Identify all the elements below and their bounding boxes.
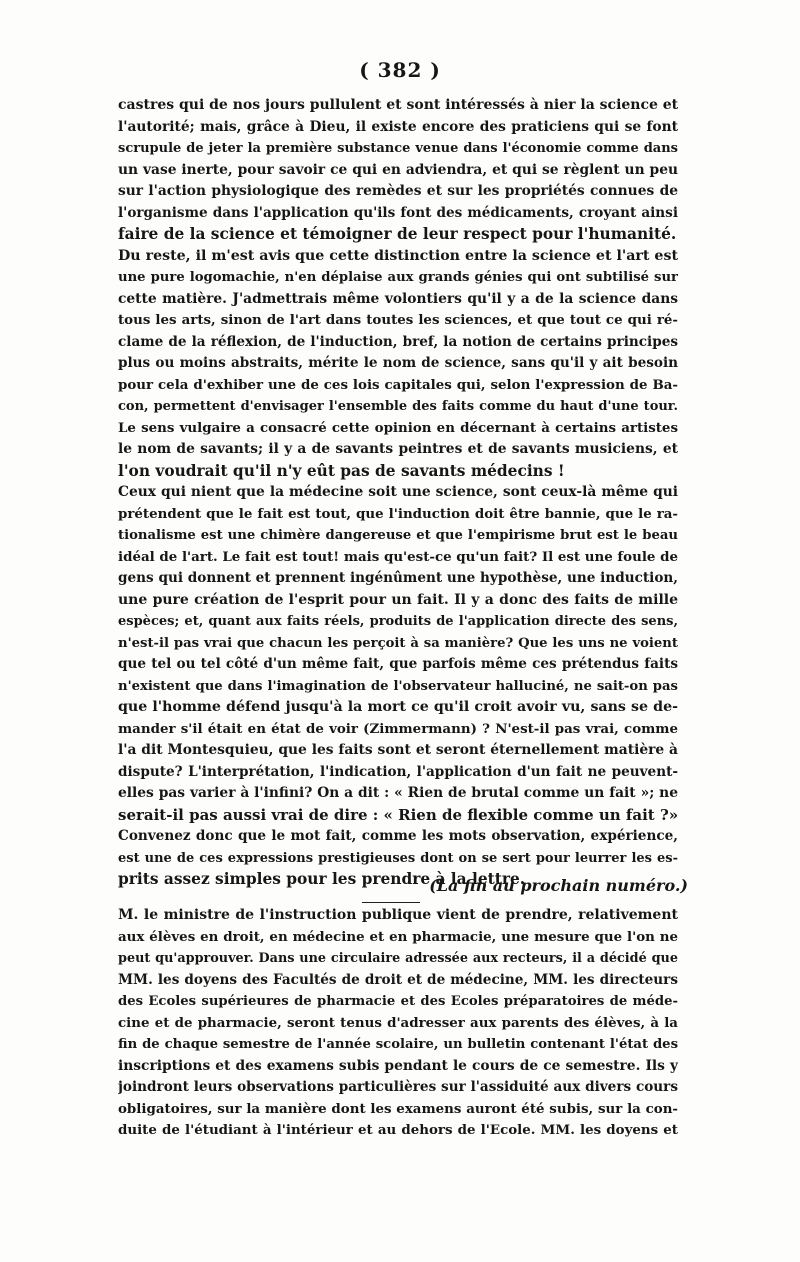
text-line: con, permettent d'envisager l'ensemble des faits comme du haut d'une tour. [118, 399, 678, 414]
text-line: serait-il pas aussi vrai de dire : « Rien de flexible comme un fait ?» [118, 805, 678, 824]
text-line: n'existent que dans l'imagination de l'observateur halluciné, ne sait-on pas [118, 678, 678, 694]
text-line: tionalisme est une chimère dangereuse et que l'empirisme brut est le beau [118, 528, 678, 543]
text-line: Convenez donc que le mot fait, comme les mots observation, expérience, [118, 828, 678, 844]
text-line: une pure logomachie, n'en déplaise aux grands génies qui ont subtilisé sur [118, 270, 678, 285]
text-line: scrupule de jeter la première substance venue dans l'économie comme dans [118, 141, 678, 156]
text-line: tous les arts, sinon de l'art dans toutes les sciences, et que tout ce qui ré- [118, 312, 678, 328]
text-line: l'a dit Montesquieu, que les faits sont et seront éternellement matière à [118, 742, 678, 758]
text-line: castres qui de nos jours pullulent et sont intéressés à nier la science et [118, 97, 678, 113]
text-line: peut qu'approuver. Dans une circulaire adressée aux recteurs, il a décidé que [118, 951, 678, 966]
text-line: que tel ou tel côté d'un même fait, que parfois même ces prétendus faits [118, 656, 678, 672]
text-line: fin de chaque semestre de l'année scolaire, un bulletin contenant l'état des [118, 1037, 678, 1052]
text-line: espèces; et, quant aux faits réels, produits de l'application directe des sens, [118, 614, 678, 629]
text-line: faire de la science et témoigner de leur respect pour l'humanité. [118, 225, 677, 243]
text-line: M. le ministre de l'instruction publique vient de prendre, relativement [118, 907, 678, 923]
news-text [118, 905, 678, 1142]
text-line: aux élèves en droit, en médecine et en pharmacie, une mesure que l'on ne [118, 928, 678, 945]
text-line: elles pas varier à l'infini? On a dit : « Rien de brutal comme un fait »; ne [118, 785, 678, 801]
section-divider [362, 902, 420, 903]
text-line: prétendent que le fait est tout, que l'induction doit être bannie, que le ra- [118, 505, 678, 522]
text-line: le nom de savants; il y a de savants peintres et de savants musiciens, et [118, 441, 678, 457]
text-line: duite de l'étudiant à l'intérieur et au dehors de l'Ecole. MM. les doyens et [118, 1122, 678, 1138]
text-line: plus ou moins abstraits, mérite le nom de science, sans qu'il y ait besoin [118, 355, 678, 371]
text-line: est une de ces expressions prestigieuses dont on se sert pour leurrer les es- [118, 850, 678, 866]
text-line: l'autorité; mais, grâce à Dieu, il existe encore des praticiens qui se font [118, 118, 678, 135]
page-number: ( 382 ) [359, 58, 441, 82]
text-line: MM. les doyens des Facultés de droit et de médecine, MM. les directeurs [118, 971, 678, 988]
text-line: joindront leurs observations particulières sur l'assiduité aux divers cours [118, 1079, 678, 1095]
text-line: un vase inerte, pour savoir ce qui en adviendra, et qui se règlent un peu [118, 161, 678, 178]
text-line: que l'homme défend jusqu'à la mort ce qu'il croit avoir vu, sans se de- [118, 699, 678, 715]
text-line: l'organisme dans l'application qu'ils font des médicaments, croyant ainsi [118, 204, 678, 221]
text-line: des Ecoles supérieures de pharmacie et des Ecoles préparatoires de méde- [118, 994, 678, 1009]
continuation-note: (La fin au prochain numéro.) [429, 876, 688, 895]
text-line: cette matière. J'admettrais même volontiers qu'il y a de la science dans [118, 290, 678, 307]
text-line: dispute? L'interprétation, l'indication, l'application d'un fait ne peuvent- [118, 763, 678, 780]
text-line: mander s'il était en état de voir (Zimmermann) ? N'est-il pas vrai, comme [118, 720, 678, 737]
text-line: Ceux qui nient que la médecine soit une science, sont ceux-là même qui [118, 484, 678, 500]
text-line: Le sens vulgaire a consacré cette opinion en décernant à certains artistes [118, 419, 678, 436]
text-line: n'est-il pas vrai que chacun les perçoit à sa manière? Que les uns ne voient [118, 635, 678, 651]
text-line: sur l'action physiologique des remèdes et sur les propriétés connues de [118, 183, 678, 199]
text-line: l'on voudrait qu'il n'y eût pas de savants médecins ! [118, 461, 565, 480]
text-line: inscriptions et des examens subis pendant le cours de ce semestre. Ils y [118, 1057, 678, 1074]
article-text [118, 95, 678, 891]
text-line: Du reste, il m'est avis que cette distinction entre la science et l'art est [118, 247, 678, 264]
text-line: prits assez simples pour les prendre à la lettre. [118, 870, 526, 888]
text-line: cine et de pharmacie, seront tenus d'adresser aux parents des élèves, à la [118, 1014, 678, 1031]
text-line: pour cela d'exhiber une de ces lois capitales qui, selon l'expression de Ba- [118, 376, 678, 393]
text-line: idéal de l'art. Le fait est tout! mais qu'est-ce qu'un fait? Il est une foule de [118, 548, 678, 565]
text-line: obligatoires, sur la manière dont les examens auront été subis, sur la con- [118, 1100, 678, 1117]
text-line: gens qui donnent et prennent ingénûment une hypothèse, une induction, [118, 570, 678, 586]
text-line: clame de la réflexion, de l'induction, bref, la notion de certains principes [118, 333, 678, 350]
text-line: une pure création de l'esprit pour un fait. Il y a donc des faits de mille [118, 591, 678, 608]
